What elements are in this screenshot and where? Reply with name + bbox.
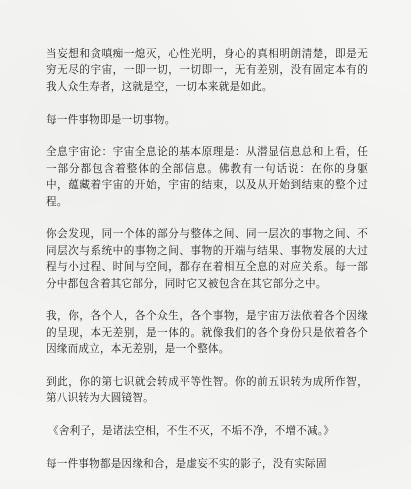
heart-sutra-quote: 《舍利子，是诸法空相，不生不灭，不垢不净，不增不减。》	[48, 425, 335, 438]
paragraph-one-is-all: 每一件事物即是一切事物。	[46, 113, 176, 126]
paragraph-holographic-relations: 你会发现，同一个体的部分与整体之间、同一层次的事物之间、不同层次与系统中的事物之间、事物的开端与结果、事物发展的大过程与小过程、时间与空间，都存在着相互全息的对应关系。每一部分中都包含着其它部分，同时它又被包含在其它部分之中。	[46, 228, 368, 290]
paragraph-oneness: 我，你，各个人，各个众生，各个事物，是宇宙万法依着各个因缘的呈现，本无差别，是一体的。就像我们的各个身份只是依着各个因缘而成立，本无差别，是一个整体。	[46, 310, 368, 356]
paragraph-holographic-universe: 全息宇宙论：宇宙全息论的基本原理是：从潜显信息总和上看，任一部分都包含着整体的全部信息。佛教有一句话说：在你的身躯中，蕴藏着宇宙的开始，宇宙的结束，以及从开始到结束的整个过程。	[46, 146, 368, 208]
paragraph-emptiness: 当妄想和贪嗔痴一熄灭，心性光明，身心的真相明朗清楚，即是无穷无尽的宇宙，一即一切，一切即一，无有差别，没有固定本有的我人众生寿者，这就是空，一切本来就是如此。	[46, 48, 368, 93]
document-body	[46, 46, 368, 489]
paragraph-wisdom-transformation: 到此，你的第七识就会转成平等性智。你的前五识转为成所作智，第八识转为大圆镜智。	[46, 376, 368, 405]
paragraph-dependent-origination: 每一件事物都是因缘和合，是虚妄不实的影子，没有实际固	[46, 458, 327, 471]
